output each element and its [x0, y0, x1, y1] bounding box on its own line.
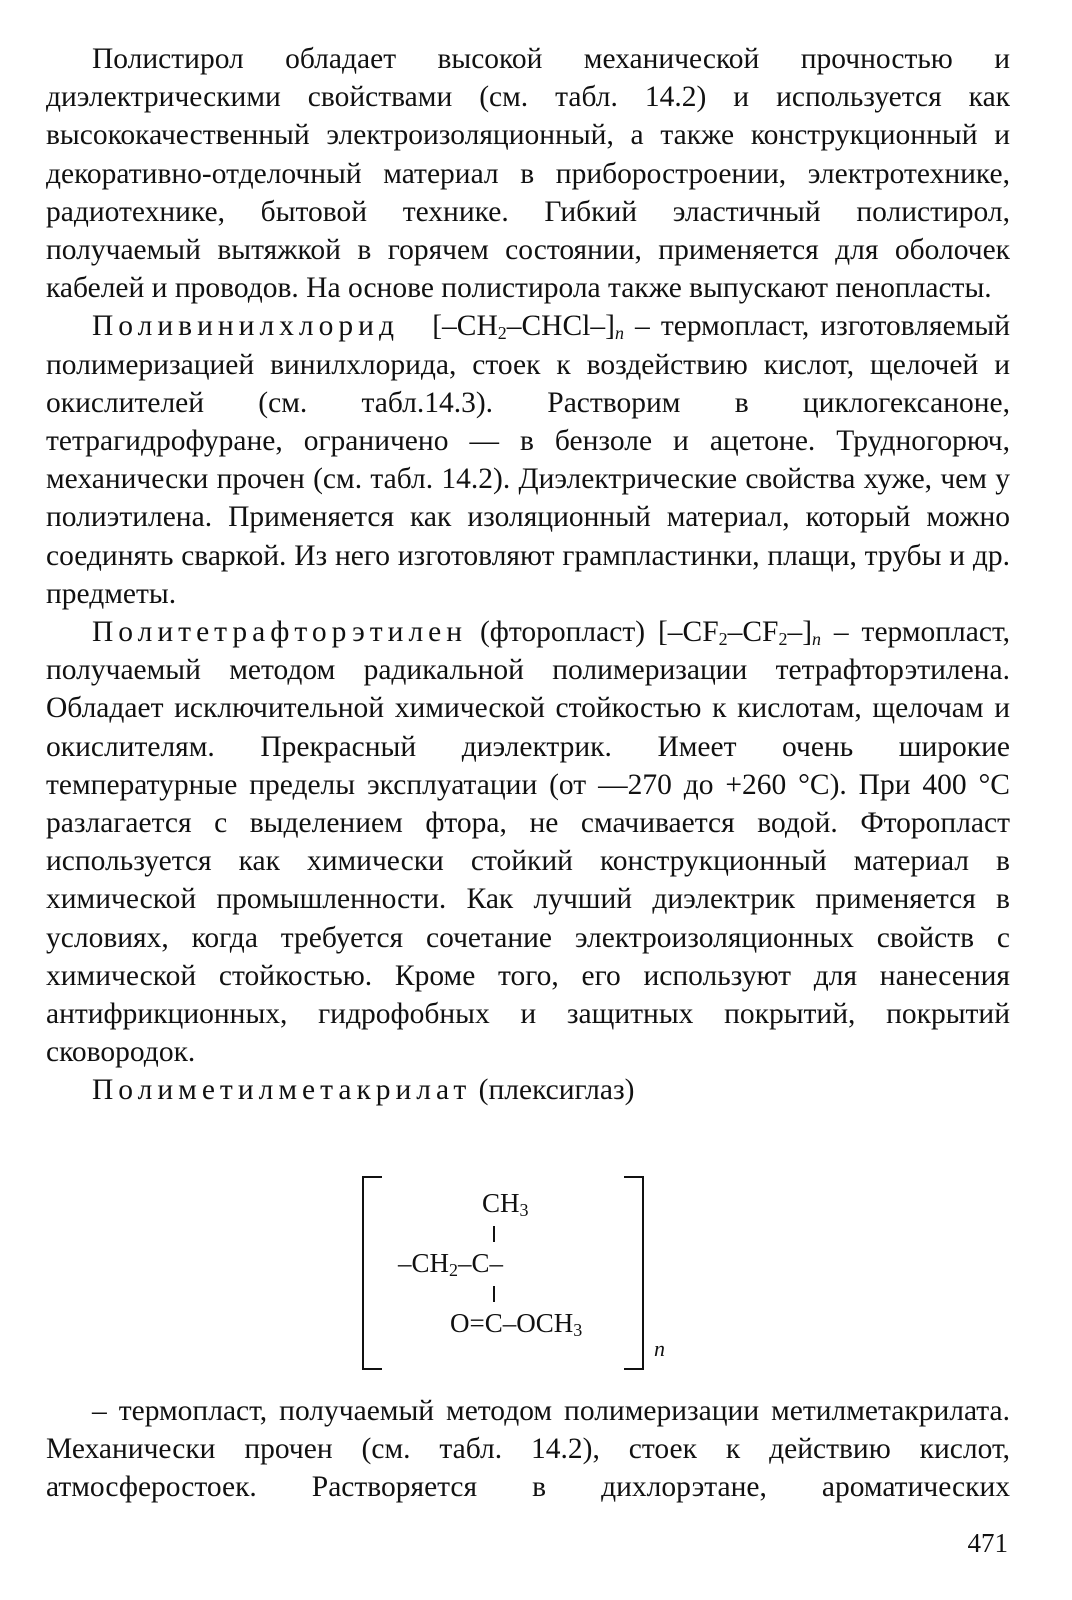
- paragraph-polystyrene: Полистирол обладает высокой механической прочностью и диэлектрическими свойствами (см. табл. 14.2) и используется как высококачественный электроизоляционный, а также конструкционный и декоративно-отделочный материал в приборостроении, электротехнике, радиотехнике, бытовой технике. Гибкий эластичный полистирол, получаемый вытяжкой в горячем состоянии, применяется для оболочек кабелей и проводов. На основе полистирола также выпускают пенопласты.: [46, 43, 1010, 305]
- page-number: 471: [967, 1528, 1008, 1558]
- formula-ester-group: $O=C-OCH_3$: [450, 1308, 583, 1340]
- bond-vertical-bottom: [493, 1286, 495, 1302]
- term-ptfe: Политетрафторэтилен: [92, 616, 468, 649]
- term-pmma: Полиметилметакрилат: [92, 1074, 472, 1107]
- formula-main-chain: $-CH_2-C-$: [398, 1248, 504, 1280]
- body-ptfe: – термопласт, получаемый методом радикальной полимеризации тетрафторэтилена. Обладает исключительной химической стойкостью к кислотам, щелочам и окислителям. Прекрасный диэлектрик. Имеет очень широкие температурные пределы эксплуатации (от —270 до +260 °С). При 400 °С разлагается с выделением фтора, не смачивается водой. Фторопласт используется как химически стойкий конструкционный материал в химической промышленности. Как лучший диэлектрик применяется в условиях, когда требуется сочетание электроизоляционных свойств с химической стойкостью. Кроме того, его используют для нанесения антифрикционных, гидрофобных и защитных покрытий, покрытий сковородок.: [46, 616, 1010, 1069]
- bond-vertical-top: [493, 1226, 495, 1242]
- body-pvc: – термопласт, изготовляемый полимеризацией винилхлорида, стоек к воздействию кислот, щелочей и окислителей (см. табл.14.3). Растворим в циклогексаноне, тетрагидрофуране, ограничено — в бензоле и ацетоне. Трудногорюч, механически прочен (см. табл. 14.2). Диэлектрические свойства хуже, чем у полиэтилена. Применяется как изоляционный материал, который можно соединять сваркой. Из него изготовляют грампластинки, плащи, трубы и др. предметы.: [46, 310, 1010, 610]
- main-text: [46, 40, 1010, 1110]
- pmma-structural-formula: [362, 1168, 682, 1374]
- repeat-index: n: [654, 1336, 665, 1361]
- formula-ptfe: $[-CF_2-CF_2-]_n$: [657, 616, 822, 650]
- left-bracket: [362, 1176, 382, 1370]
- formula-ch3-top: $CH_3$: [482, 1188, 529, 1220]
- paragraph-pmma-body: – термопласт, получаемый методом полимеризации метилметакрилата. Механически прочен (см. табл. 14.2), стоек к действию кислот, атмосферостоек. Растворяется в дихлорэтане, ароматических: [46, 1395, 1010, 1504]
- continuation-text: [46, 1392, 1010, 1507]
- paragraph-ptfe: Политетрафторэтилен (фторопласт) $[-CF_2-CF_2-]_n$ – термопласт, получаемый методом радикальной полимеризации тетрафторэтилена. Обладает исключительной химической стойкостью к кислотам, щелочам и окислителям. Прекрасный диэлектрик. Имеет очень широкие температурные пределы эксплуатации (от —270 до +260 °С). При 400 °С разлагается с выделением фтора, не смачивается водой. Фторопласт используется как химически стойкий конструкционный материал в химической промышленности. Как лучший диэлектрик применяется в условиях, когда требуется сочетание электроизоляционных свойств с химической стойкостью. Кроме того, его используют для нанесения антифрикционных, гидрофобных и защитных покрытий, покрытий сковородок.: [46, 616, 1010, 1069]
- right-bracket: [624, 1176, 644, 1370]
- paragraph-pmma-heading: Полиметилметакрилат (плексиглаз): [92, 1074, 635, 1107]
- paragraph-pvc: [46, 307, 1010, 613]
- formula-pvc: $[-CH_2-CHCl-]_n$: [432, 310, 624, 344]
- term-pvc: Поливинилхлорид: [92, 310, 399, 343]
